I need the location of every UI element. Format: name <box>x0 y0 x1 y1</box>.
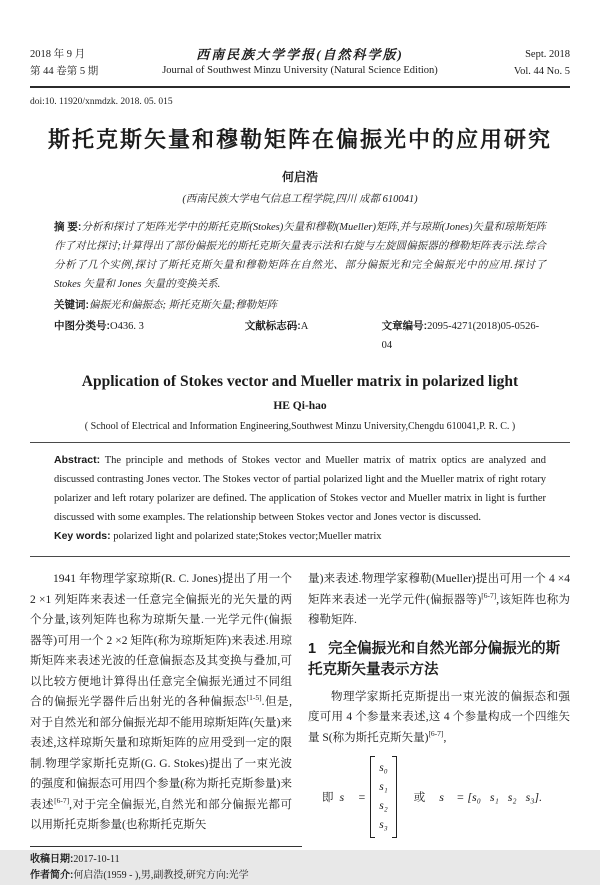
abstract-cn <box>54 218 546 294</box>
article-id: 文章编号:2095-4271(2018)05-0526-04 <box>381 320 540 351</box>
keywords-cn-label: 关键词: <box>54 299 89 311</box>
footnote-block <box>30 846 292 885</box>
paper-title-en: Application of Stokes vector and Mueller matrix in polarized light <box>81 373 519 390</box>
abstract-top-divider <box>30 442 570 443</box>
keywords-en <box>54 527 546 546</box>
left-column <box>30 569 292 885</box>
keywords-cn <box>54 296 546 315</box>
header-right <box>460 46 570 80</box>
keywords-en-label: Key words: <box>54 530 111 542</box>
section-1-title: 完全偏振光和自然光部分偏振光的斯托克斯矢量表示方法 <box>308 640 561 678</box>
volume-issue-en: Vol. 44 No. 5 <box>513 66 570 77</box>
body-paragraph-right: 物理学家斯托克斯提出一束光波的偏振态和强度可用 4 个参量来表述,这 4 个参量构成一个四维矢量 S(称为斯托克斯矢量)[6-7], <box>308 690 570 744</box>
abstract-en-label: Abstract: <box>54 454 101 466</box>
author-bio-line: 作者简介:何启浩(1959 - ),男,副教授,研究方向:光学 <box>30 870 249 881</box>
paper-title-cn: 斯托克斯矢量和穆勒矩阵在偏振光中的应用研究 <box>47 127 552 152</box>
right-column <box>308 569 570 885</box>
vector-symbol: s⃗ <box>339 789 354 804</box>
journal-header <box>30 46 570 80</box>
equals-sign: = <box>358 789 366 804</box>
affiliation-en: ( School of Electrical and Information Engineering,Southwest Minzu University,Chengdu 610041,P. R. C. ) <box>84 421 516 432</box>
header-divider <box>30 86 570 88</box>
stokes-vector-equation <box>322 756 570 838</box>
author-name-en: HE Qi-hao <box>273 400 327 412</box>
abstract-en-text: The principle and methods of Stokes vector and Mueller matrix of matrix optics are analyzed and discussed contrasting Jones vector. The Stokes vector of partial polarized light and the Mueller matrix of right rotary polarizer and left rotary polarizer are defined. The application of Stokes vector and Mueller matrix in light is further discussed with some examples. The relationship between Stokes vector and Jones vector is discussed. <box>54 455 547 523</box>
matrix-entry-s0: s₀ <box>379 762 388 774</box>
abstract-bottom-divider <box>30 556 570 557</box>
keywords-cn-text: 偏振光和偏振态; 斯托克斯矢量;穆勒矩阵 <box>89 300 278 311</box>
author-name-cn: 何启浩 <box>281 170 318 184</box>
document-code: 文献标志码:A <box>244 320 309 332</box>
matrix-entry-s3: s₃ <box>379 819 388 831</box>
body-paragraph-left: 1941 年物理学家琼斯(R. C. Jones)提出了用一个 2 ×1 列矩阵来表述一任意完全偏振光的光矢量的两个分量,该列矩阵也称为琼斯矢量.一光学元件(偏振器等)可用一个 2 ×2 矩阵(称为琼斯矩阵)来表述.用琼斯矩阵来表述光波的任意偏振态及其变换与叠加,可以比较方便地计算得出任意完全偏振光通过不同组合的偏振光学器件后出射光的各种偏振态[1-5].但是,对于自然光和部分偏振光却不能用琼斯矩阵(矢量)来表述,这样琼斯矢量和琼斯矩阵的应用受到一定的限制.物理学家斯托克斯(G. G. Stokes)提出了一束光波的强度和偏振态可用四个参量(称为斯托克斯参量)来表述[6-7],对于完全偏振光,自然光和部分偏振光都可以用斯托克斯参量(也称斯托克斯矢 <box>30 573 293 831</box>
affiliation-cn: (西南民族大学电气信息工程学院,四川 成都 610041) <box>182 194 418 205</box>
doi-line: doi:10. 11920/xnmdzk. 2018. 05. 015 <box>30 97 173 107</box>
abstract-en <box>54 451 546 527</box>
header-left <box>30 46 140 80</box>
section-1-number: 1 <box>308 640 317 657</box>
column-vector-matrix <box>370 756 396 838</box>
body-paragraph-right-intro: 量)来表述.物理学家穆勒(Mueller)提出可用一个 4 ×4 矩阵来表述一光学元件(偏振器等)[6-7],该矩阵也称为穆勒矩阵. <box>308 573 570 626</box>
received-date-line: 收稿日期:2017-10-11 <box>30 853 120 865</box>
classification-row <box>54 317 546 355</box>
matrix-entry-s1: s₁ <box>379 781 388 793</box>
issue-date-cn: 2018 年 9 月 <box>30 49 86 60</box>
header-center <box>140 46 460 79</box>
section-1-heading <box>308 639 570 681</box>
row-vector-expression: s⃗ = [s₀ s₁ s₂ s₃]. <box>439 789 543 804</box>
abstract-cn-text: 分析和探讨了矩阵光学中的斯托克斯(Stokes)矢量和穆勒(Mueller)矩阵,并与琼斯(Jones)矢量和琼斯矩阵作了对比探讨;计算得出了部份偏振光的斯托克斯矢量表示法和右旋与左旋圆偏振器的穆勒矩阵表示法.综合分析了几个实例,探讨了斯托克斯矢量和穆勒矩阵在自然光、部分偏振光和完全偏振光中的应用.探讨了 Stokes 矢量和 Jones 矢量的变换关系. <box>54 222 546 290</box>
volume-issue-cn: 第 44 卷第 5 期 <box>30 66 99 77</box>
abstract-cn-label: 摘 要: <box>54 221 82 233</box>
journal-name-cn: 西南民族大学学报(自然科学版) <box>196 47 404 62</box>
clc-number: 中图分类号:O436. 3 <box>54 320 144 332</box>
body-columns <box>30 569 570 885</box>
matrix-entry-s2: s₂ <box>379 800 388 812</box>
journal-name-en: Journal of Southwest Minzu University (Natural Science Edition) <box>162 65 438 76</box>
keywords-en-text: polarized light and polarized state;Stokes vector;Mueller matrix <box>113 531 382 542</box>
equation-or: 或 <box>413 792 426 804</box>
issue-date-en: Sept. 2018 <box>525 49 570 60</box>
equation-prefix: 即 <box>322 792 334 804</box>
footnote-divider <box>30 846 302 847</box>
